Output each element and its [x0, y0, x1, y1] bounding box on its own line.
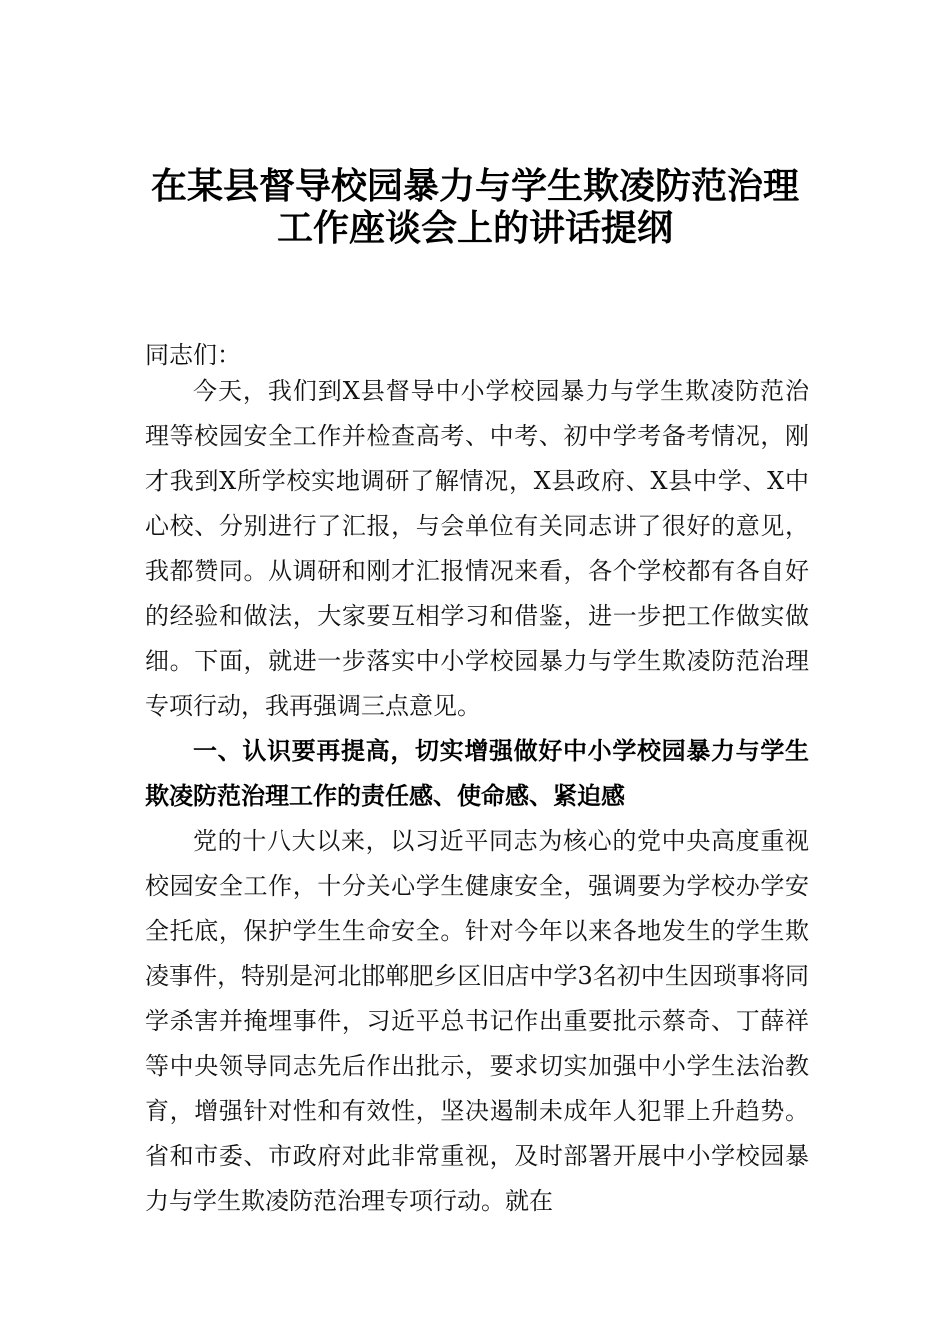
- document-title-line-2: 工作座谈会上的讲话提纲: [276, 207, 673, 249]
- paragraph-section-1: 党的十八大以来，以习近平同志为核心的党中央高度重视校园安全工作，十分关心学生健康安全，强调要为学校办学安全托底，保护学生生命安全。针对今年以来各地发生的学生欺凌事件，特别是河北邯郸肥乡区旧店中学3名初中生因琐事将同学杀害并掩埋事件，习近平总书记作出重要批示蔡奇、丁薛祥等中央领导同志先后作出批示，要求切实加强中小学生法治教育，增强针对性和有效性，坚决遏制未成年人犯罪上升趋势。省和市委、市政府对此非常重视，及时部署开展中小学校园暴力与学生欺凌防范治理专项行动。就在: [145, 827, 809, 1215]
- section-heading-1: 一、认识要再提高，切实增强做好中小学校园暴力与学生欺凌防范治理工作的责任感、使命感、紧迫感: [145, 737, 809, 810]
- document-title-line-1: 在某县督导校园暴力与学生欺凌防范治理: [150, 165, 799, 207]
- paragraph-intro: 今天，我们到X县督导中小学校园暴力与学生欺凌防范治理等校园安全工作并检查高考、中考、初中学考备考情况，刚才我到X所学校实地调研了解情况，X县政府、X县中学、X中心校、分别进行了汇报，与会单位有关同志讲了很好的意见，我都赞同。从调研和刚才汇报情况来看，各个学校都有各自好的经验和做法，大家要互相学习和借鉴，进一步把工作做实做细。下面，就进一步落实中小学校园暴力与学生欺凌防范治理专项行动，我再强调三点意见。: [145, 377, 809, 720]
- salutation: 同志们：: [145, 341, 241, 369]
